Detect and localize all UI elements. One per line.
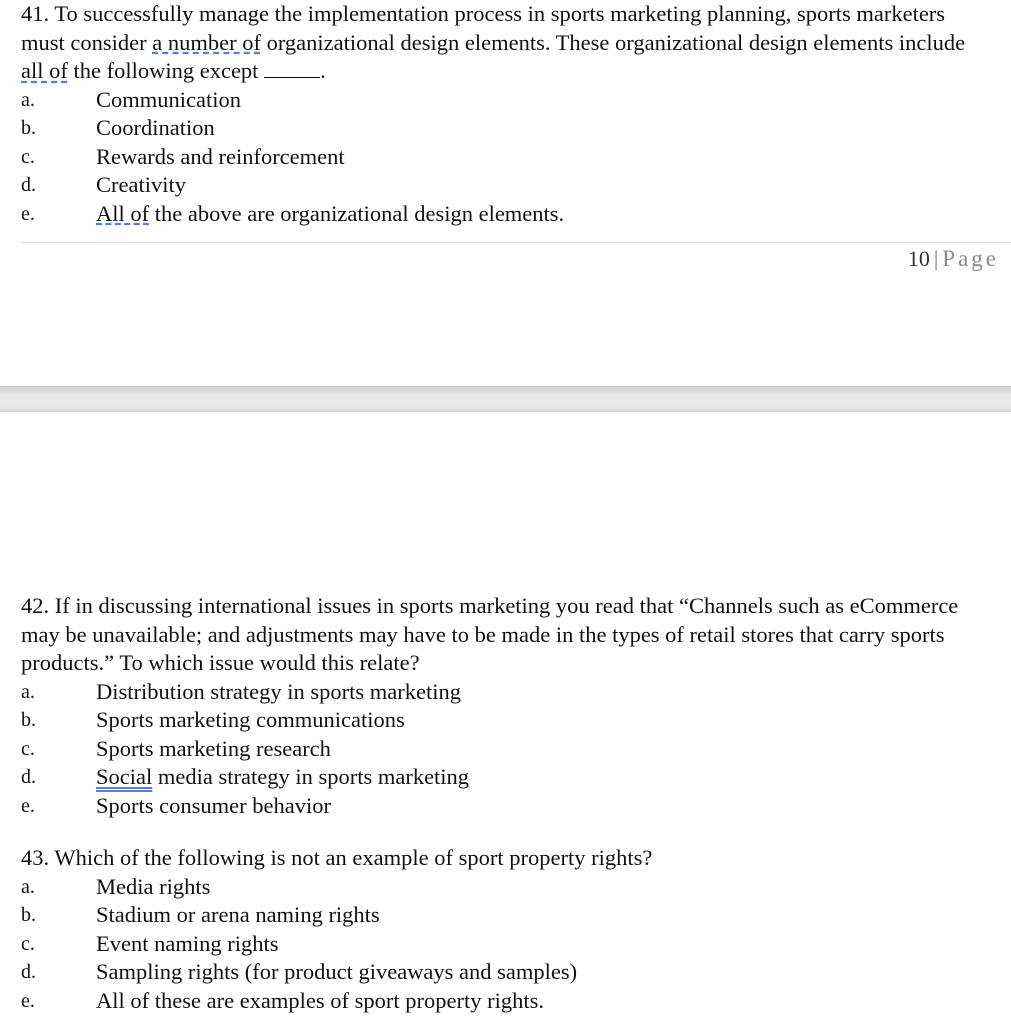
spelling-flag: Social [96, 764, 153, 789]
option-b: b. Stadium or arena naming rights [21, 902, 380, 927]
option-d: d. Creativity [21, 172, 186, 197]
answer-blank [264, 59, 320, 78]
question-43-stem: 43. Which of the following is not an example of sport property rights? [21, 845, 653, 870]
option-b: b. Sports marketing communications [21, 707, 405, 732]
question-42-stem: 42. If in discussing international issues in sports marketing you read that “Channels such as eCommerce may be unavailable; and adjustments may have to be made in the types of retail stores that carry sports products.” To which issue would this relate? [21, 593, 959, 675]
question-41-stem: 41. To successfully manage the implementation process in sports marketing planning, sports marketers must consider a number of organizational design elements. These organizational design elements include all of the following except . [21, 1, 966, 83]
grammar-flag: All of [96, 200, 150, 226]
option-a: a. Media rights [21, 873, 211, 899]
question-43 [21, 844, 991, 1015]
option-c: c. Event naming rights [21, 930, 279, 956]
page-break [0, 386, 1011, 412]
option-a: a. Distribution strategy in sports marketing [21, 678, 461, 704]
page-label: Page [942, 246, 999, 271]
option-d: d. Social media strategy in sports marketing [21, 764, 470, 789]
question-41 [21, 0, 991, 228]
option-a: a. Communication [21, 86, 241, 112]
page-footer: 10 | Page [907, 246, 999, 271]
page-11 [0, 412, 1011, 1024]
option-c: c. Sports marketing research [21, 735, 331, 761]
page-10 [0, 0, 1011, 386]
option-e: e. All of these are examples of sport property rights. [21, 987, 545, 1013]
option-b: b. Coordination [21, 115, 215, 140]
page-number: 10 [907, 246, 930, 271]
grammar-flag: all of [21, 58, 68, 83]
question-42 [21, 592, 991, 820]
option-c: c. Rewards and reinforcement [21, 143, 345, 169]
option-e: e. All of the above are organizational design elements. [21, 200, 565, 226]
option-e: e. Sports consumer behavior [21, 792, 331, 818]
footer-divider [21, 242, 1011, 243]
option-d: d. Sampling rights (for product giveaways and samples) [21, 959, 578, 984]
grammar-flag: a number of [152, 29, 261, 55]
